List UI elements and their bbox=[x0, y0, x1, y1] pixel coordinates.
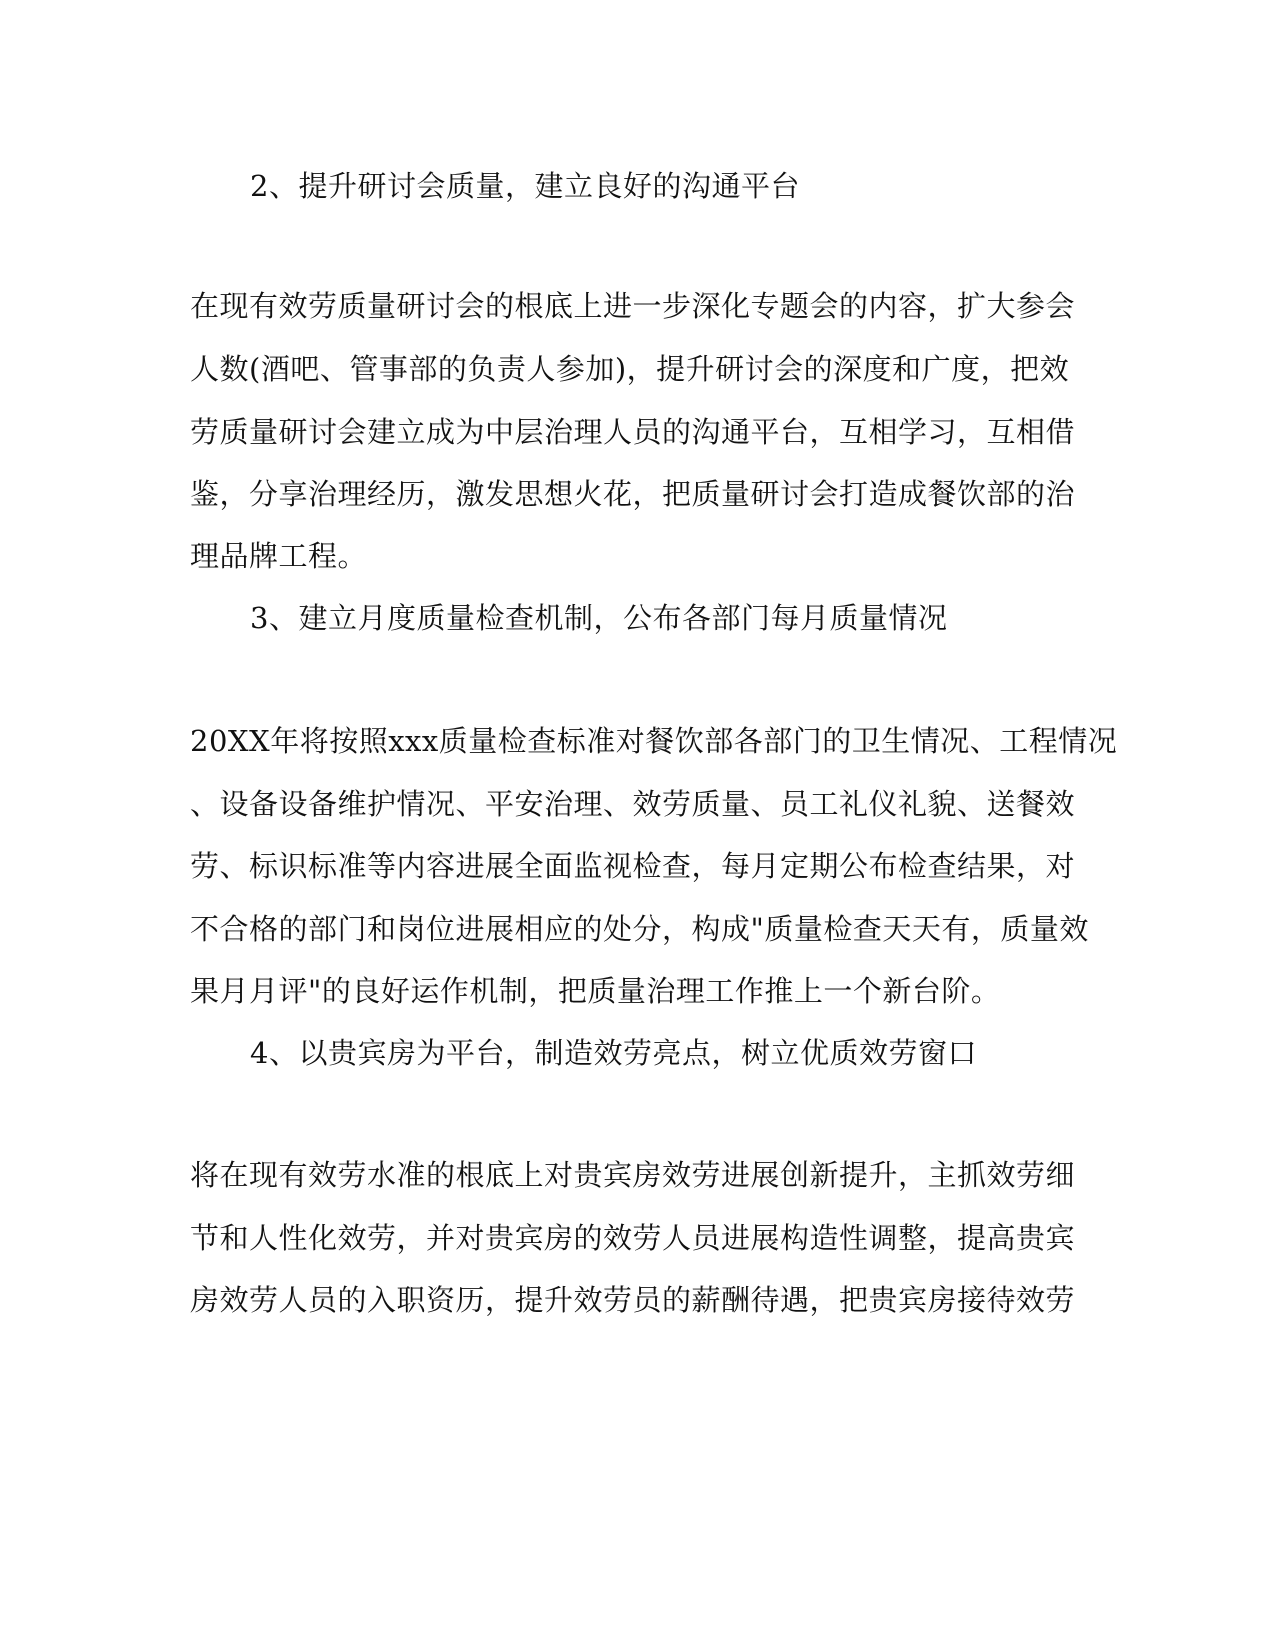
section-heading-4: 4、以贵宾房为平台，制造效劳亮点，树立优质效劳窗口 bbox=[250, 1036, 977, 1070]
paragraph-line: 房效劳人员的入职资历，提升效劳员的薪酬待遇，把贵宾房接待效劳 bbox=[190, 1283, 1076, 1317]
paragraph-line: 果月月评"的良好运作机制，把质量治理工作推上一个新台阶。 bbox=[190, 974, 1001, 1008]
paragraph-line: 劳质量研讨会建立成为中层治理人员的沟通平台，互相学习，互相借 bbox=[190, 415, 1076, 449]
paragraph-line: 理品牌工程。 bbox=[190, 539, 368, 573]
paragraph-line: 不合格的部门和岗位进展相应的处分，构成"质量检查天天有，质量效 bbox=[190, 912, 1089, 946]
paragraph-line: 节和人性化效劳，并对贵宾房的效劳人员进展构造性调整，提高贵宾 bbox=[190, 1221, 1076, 1255]
section-heading-3: 3、建立月度质量检查机制，公布各部门每月质量情况 bbox=[250, 601, 948, 635]
paragraph-line: 劳、标识标准等内容进展全面监视检查，每月定期公布检查结果，对 bbox=[190, 849, 1076, 883]
paragraph-line: 、设备设备维护情况、平安治理、效劳质量、员工礼仪礼貌、送餐效 bbox=[190, 787, 1076, 821]
section-heading-2: 2、提升研讨会质量，建立良好的沟通平台 bbox=[250, 169, 800, 203]
paragraph-line: 20XX年将按照xxx质量检查标准对餐饮部各部门的卫生情况、工程情况 bbox=[190, 724, 1118, 758]
paragraph-line: 将在现有效劳水准的根底上对贵宾房效劳进展创新提升，主抓效劳细 bbox=[190, 1158, 1076, 1192]
paragraph-line: 人数(酒吧、管事部的负责人参加)，提升研讨会的深度和广度，把效 bbox=[190, 352, 1070, 386]
paragraph-line: 鉴，分享治理经历，激发思想火花，把质量研讨会打造成餐饮部的治 bbox=[190, 477, 1076, 511]
paragraph-line: 在现有效劳质量研讨会的根底上进一步深化专题会的内容，扩大参会 bbox=[190, 289, 1076, 323]
